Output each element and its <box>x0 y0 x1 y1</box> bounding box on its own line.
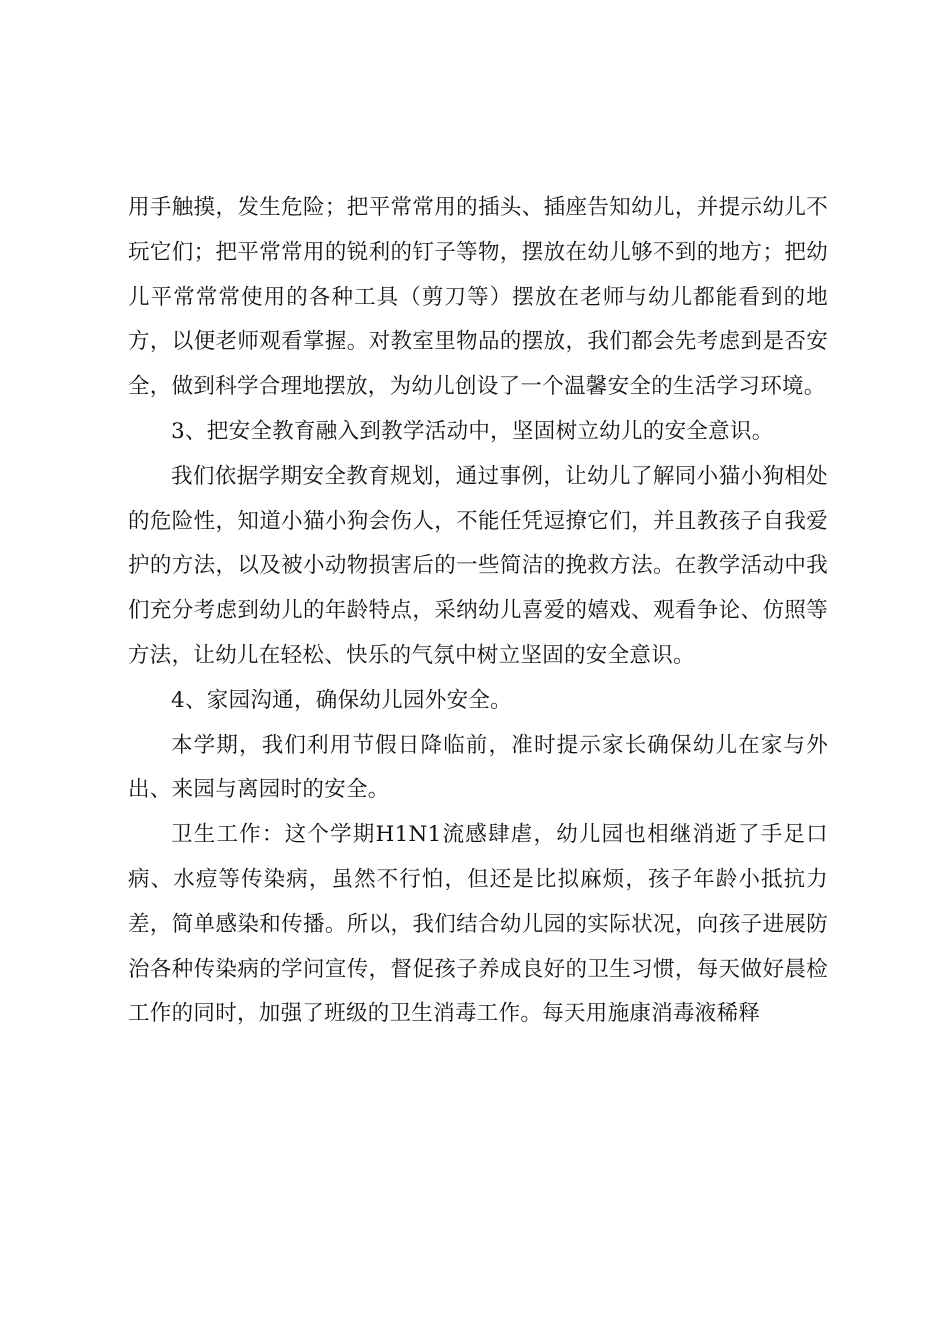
paragraph-teaching: 我们依据学期安全教育规划，通过事例，让幼儿了解同小猫小狗相处的危险性，知道小猫小狗会伤人，不能任凭逗撩它们，并且教孩子自我爱护的方法，以及被小动物损害后的一些简洁的挽救方法。在教学活动中我们充分考虑到幼儿的年龄特点，采纳幼儿喜爱的嬉戏、观看争论、仿照等方法，让幼儿在轻松、快乐的气氛中树立坚固的安全意识。 <box>128 463 828 668</box>
paragraph-heading-4: 4、家园沟通，确保幼儿园外安全。 <box>171 687 512 713</box>
paragraph-holiday: 本学期，我们利用节假日降临前，准时提示家长确保幼儿在家与外出、来园与离园时的安全。 <box>128 732 828 803</box>
paragraph-hygiene: 卫生工作：这个学期H1N1流感肆虐，幼儿园也相继消逝了手足口病、水痘等传染病，虽然不行怕，但还是比拟麻烦，孩子年龄小抵抗力差，简单感染和传播。所以，我们结合幼儿园的实际状况，向孩子进展防治各种传染病的学问宣传，督促孩子养成良好的卫生习惯，每天做好晨检工作的同时，加强了班级的卫生消毒工作。每天用施康消毒液稀释 <box>128 822 828 1027</box>
paragraph-heading-3: 3、把安全教育融入到教学活动中，坚固树立幼儿的安全意识。 <box>171 418 774 444</box>
document-body <box>128 186 828 1037</box>
paragraph-continued: 用手触摸，发生危险；把平常常用的插头、插座告知幼儿，并提示幼儿不玩它们；把平常常用的锐利的钉子等物，摆放在幼儿够不到的地方；把幼儿平常常常使用的各种工具（剪刀等）摆放在老师与幼儿都能看到的地方，以便老师观看掌握。对教室里物品的摆放，我们都会先考虑到是否安全，做到科学合理地摆放，为幼儿创设了一个温馨安全的生活学习环境。 <box>128 195 828 400</box>
